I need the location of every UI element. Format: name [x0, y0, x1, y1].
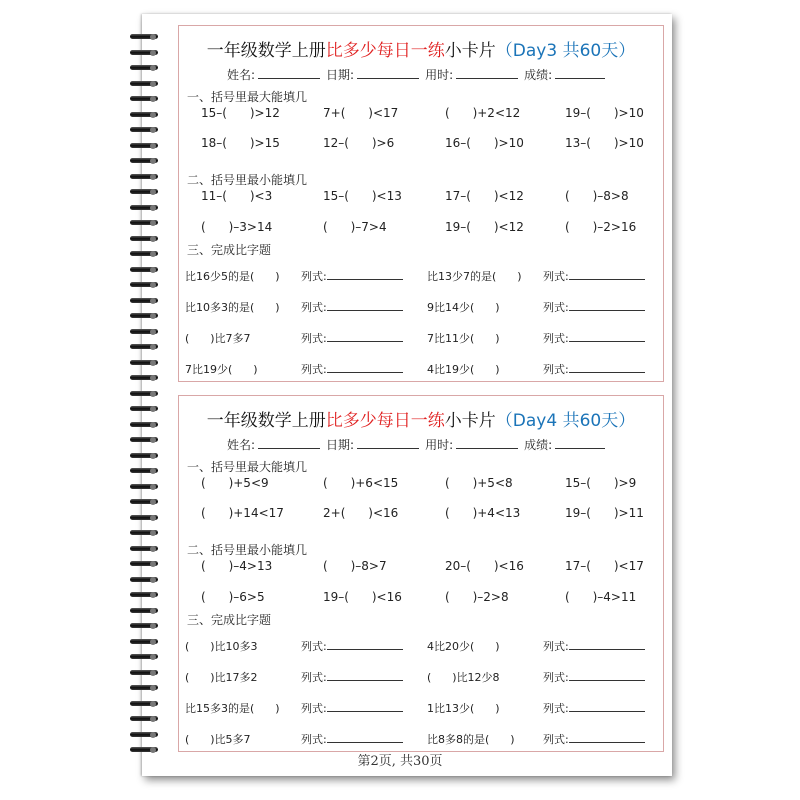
formula-answer — [301, 638, 403, 654]
name-label: 姓名: — [227, 438, 256, 452]
spiral-ring — [130, 329, 160, 335]
section-heading-2: 二、括号里最小能填几 — [187, 543, 308, 557]
equation-item: 17–( )<17 — [565, 559, 644, 573]
spiral-ring — [130, 608, 160, 614]
equation-item: 16–( )>10 — [445, 136, 524, 150]
formula-label: 列式: — [543, 332, 569, 345]
page-footer: 第2页, 共30页 — [357, 754, 443, 769]
practice-card-day3 — [178, 25, 664, 382]
spiral-ring — [130, 236, 160, 242]
date-label: 日期: — [326, 438, 355, 452]
name-label: 姓名: — [227, 68, 256, 82]
date-blank — [357, 66, 419, 79]
formula-answer — [301, 700, 403, 716]
section-heading-1: 一、括号里最大能填几 — [187, 90, 308, 104]
practice-card-day4 — [178, 395, 664, 752]
score-blank — [555, 66, 605, 79]
spiral-ring — [130, 437, 160, 443]
formula-answer — [543, 700, 645, 716]
formula-label: 列式: — [301, 332, 327, 345]
time-label: 用时: — [425, 438, 454, 452]
formula-label: 列式: — [301, 702, 327, 715]
formula-blank — [569, 700, 645, 712]
spiral-ring — [130, 112, 160, 118]
section-heading-2: 二、括号里最小能填几 — [187, 173, 308, 187]
spiral-ring — [130, 391, 160, 397]
word-problem: ( )比5多7 — [185, 733, 251, 746]
formula-label: 列式: — [543, 270, 569, 283]
spiral-ring — [130, 34, 160, 40]
spiral-ring — [130, 267, 160, 273]
equation-item: ( )+4<13 — [445, 506, 521, 520]
word-problem: ( )比10多3 — [185, 640, 258, 653]
spiral-ring — [130, 670, 160, 676]
word-problem: 1比13少( ) — [427, 702, 500, 715]
formula-blank — [569, 361, 645, 373]
word-problem: 比15多3的是( ) — [185, 702, 280, 715]
spiral-ring — [130, 360, 160, 366]
formula-blank — [569, 330, 645, 342]
formula-label: 列式: — [301, 640, 327, 653]
formula-answer — [301, 731, 403, 747]
title-prefix: 一年级数学上册 — [206, 411, 326, 431]
equation-item: ( )–4>13 — [201, 559, 273, 573]
spiral-ring — [130, 422, 160, 428]
spiral-ring — [130, 654, 160, 660]
score-blank — [555, 436, 605, 449]
formula-label: 列式: — [543, 363, 569, 376]
word-problem: 比10多3的是( ) — [185, 301, 280, 314]
equation-item: 15–( )>9 — [565, 476, 637, 490]
equation-item: 2+( )<16 — [323, 506, 399, 520]
formula-label: 列式: — [301, 270, 327, 283]
card-title — [179, 406, 663, 431]
equation-item: ( )–7>4 — [323, 220, 387, 234]
equation-item: ( )–8>8 — [565, 189, 629, 203]
formula-answer — [301, 669, 403, 685]
spiral-ring — [130, 716, 160, 722]
section-heading-1: 一、括号里最大能填几 — [187, 460, 308, 474]
title-day: （Day4 共60天） — [495, 411, 636, 431]
formula-answer — [301, 268, 403, 284]
spiral-ring — [130, 546, 160, 552]
spiral-ring — [130, 143, 160, 149]
title-highlight: 比多少每日一练 — [325, 411, 445, 431]
formula-label: 列式: — [301, 301, 327, 314]
equation-item: ( )–2>16 — [565, 220, 637, 234]
word-problem: 比16少5的是( ) — [185, 270, 280, 283]
spiral-ring — [130, 158, 160, 164]
equation-item: 19–( )<12 — [445, 220, 524, 234]
spiral-ring — [130, 530, 160, 536]
title-suffix: 小卡片 — [444, 41, 496, 61]
formula-answer — [301, 330, 403, 346]
formula-blank — [327, 669, 403, 681]
spiral-ring — [130, 50, 160, 56]
spiral-ring — [130, 65, 160, 71]
time-label: 用时: — [425, 68, 454, 82]
time-blank — [456, 436, 518, 449]
formula-blank — [327, 268, 403, 280]
equation-item: 7+( )<17 — [323, 106, 399, 120]
formula-blank — [327, 330, 403, 342]
equation-item: ( )–6>5 — [201, 590, 265, 604]
section-heading-3: 三、完成比字题 — [187, 243, 272, 257]
equation-item: 19–( )>10 — [565, 106, 644, 120]
equation-item: ( )–4>11 — [565, 590, 637, 604]
formula-answer — [301, 361, 403, 377]
name-blank — [258, 66, 320, 79]
spiral-ring — [130, 468, 160, 474]
formula-answer — [543, 361, 645, 377]
formula-blank — [327, 361, 403, 373]
formula-answer — [543, 330, 645, 346]
formula-label: 列式: — [543, 733, 569, 746]
word-problem: 比13少7的是( ) — [427, 270, 522, 283]
equation-item: 20–( )<16 — [445, 559, 524, 573]
formula-blank — [569, 638, 645, 650]
score-label: 成绩: — [524, 438, 553, 452]
spiral-ring — [130, 127, 160, 133]
info-line — [227, 66, 611, 83]
spiral-ring — [130, 623, 160, 629]
word-problem: 7比19少( ) — [185, 363, 258, 376]
spiral-ring — [130, 592, 160, 598]
equation-item: ( )+5<8 — [445, 476, 513, 490]
spiral-ring — [130, 499, 160, 505]
equation-item: ( )+6<15 — [323, 476, 399, 490]
formula-blank — [327, 638, 403, 650]
spiral-ring — [130, 251, 160, 257]
formula-blank — [327, 299, 403, 311]
word-problem: 7比11少( ) — [427, 332, 500, 345]
formula-blank — [327, 731, 403, 743]
title-day: （Day3 共60天） — [495, 41, 636, 61]
date-blank — [357, 436, 419, 449]
spiral-ring — [130, 484, 160, 490]
spiral-ring — [130, 561, 160, 567]
equation-item: 11–( )<3 — [201, 189, 273, 203]
word-problem: ( )比7多7 — [185, 332, 251, 345]
title-suffix: 小卡片 — [444, 411, 496, 431]
spiral-ring — [130, 701, 160, 707]
equation-item: 13–( )>10 — [565, 136, 644, 150]
title-highlight: 比多少每日一练 — [325, 41, 445, 61]
equation-item: 15–( )>12 — [201, 106, 280, 120]
section-heading-3: 三、完成比字题 — [187, 613, 272, 627]
equation-item: 18–( )>15 — [201, 136, 280, 150]
formula-answer — [543, 731, 645, 747]
equation-item: 15–( )<13 — [323, 189, 402, 203]
spiral-ring — [130, 732, 160, 738]
formula-blank — [569, 669, 645, 681]
equation-item: 19–( )>11 — [565, 506, 644, 520]
spiral-ring — [130, 639, 160, 645]
formula-blank — [569, 299, 645, 311]
spiral-ring — [130, 313, 160, 319]
word-problem: 比8多8的是( ) — [427, 733, 515, 746]
equation-item: 12–( )>6 — [323, 136, 395, 150]
equation-item: 17–( )<12 — [445, 189, 524, 203]
equation-item: ( )+14<17 — [201, 506, 284, 520]
formula-label: 列式: — [543, 671, 569, 684]
title-prefix: 一年级数学上册 — [206, 41, 326, 61]
formula-label: 列式: — [301, 733, 327, 746]
spiral-ring — [130, 205, 160, 211]
formula-answer — [543, 268, 645, 284]
spiral-ring — [130, 96, 160, 102]
score-label: 成绩: — [524, 68, 553, 82]
formula-blank — [569, 731, 645, 743]
formula-label: 列式: — [543, 702, 569, 715]
formula-label: 列式: — [301, 671, 327, 684]
date-label: 日期: — [326, 68, 355, 82]
spiral-ring — [130, 81, 160, 87]
equation-item: ( )–3>14 — [201, 220, 273, 234]
word-problem: 9比14少( ) — [427, 301, 500, 314]
spiral-ring — [130, 515, 160, 521]
spiral-ring — [130, 174, 160, 180]
equation-item: ( )+2<12 — [445, 106, 521, 120]
formula-label: 列式: — [543, 301, 569, 314]
formula-blank — [569, 268, 645, 280]
formula-answer — [543, 638, 645, 654]
spiral-ring — [130, 453, 160, 459]
spiral-ring — [130, 406, 160, 412]
spiral-ring — [130, 344, 160, 350]
formula-answer — [301, 299, 403, 315]
spiral-ring — [130, 189, 160, 195]
spiral-ring — [130, 375, 160, 381]
word-problem: 4比19少( ) — [427, 363, 500, 376]
equation-item: ( )–8>7 — [323, 559, 387, 573]
equation-item: ( )+5<9 — [201, 476, 269, 490]
spiral-ring — [130, 298, 160, 304]
name-blank — [258, 436, 320, 449]
spiral-ring — [130, 282, 160, 288]
equation-item: 19–( )<16 — [323, 590, 402, 604]
spiral-ring — [130, 220, 160, 226]
equation-item: ( )–2>8 — [445, 590, 509, 604]
spiral-ring — [130, 685, 160, 691]
info-line — [227, 436, 611, 453]
card-title — [179, 36, 663, 61]
formula-label: 列式: — [543, 640, 569, 653]
formula-blank — [327, 700, 403, 712]
time-blank — [456, 66, 518, 79]
word-problem: ( )比17多2 — [185, 671, 258, 684]
formula-answer — [543, 669, 645, 685]
formula-label: 列式: — [301, 363, 327, 376]
formula-answer — [543, 299, 645, 315]
word-problem: 4比20少( ) — [427, 640, 500, 653]
word-problem: ( )比12少8 — [427, 671, 500, 684]
spiral-ring — [130, 577, 160, 583]
